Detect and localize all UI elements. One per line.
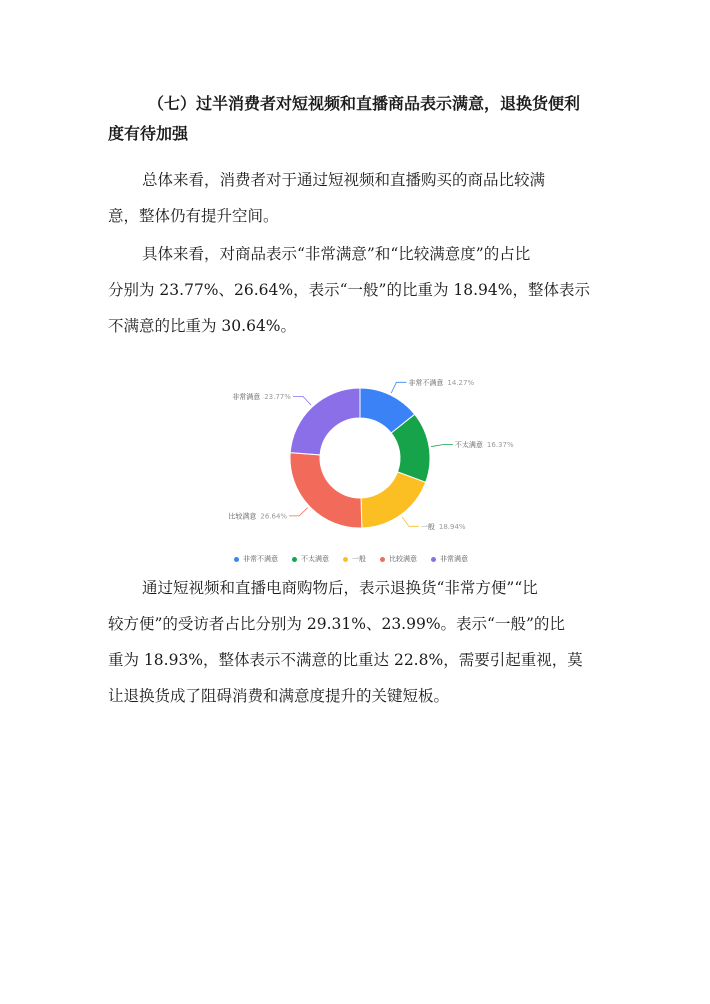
legend-item-0[interactable] bbox=[234, 552, 278, 566]
legend-dot-icon bbox=[234, 557, 239, 562]
paragraph-line: 具体来看，对商品表示“非常满意”和“比较满意度”的占比 bbox=[142, 245, 531, 263]
heading-line-1: （七）过半消费者对短视频和直播商品表示满意，退换货便利 bbox=[148, 94, 581, 113]
paragraph-overall bbox=[108, 162, 608, 234]
donut-slice-3 bbox=[290, 453, 362, 528]
chart-legend bbox=[234, 552, 504, 566]
leader-line-2 bbox=[402, 517, 419, 527]
slice-label-1: 不太满意 16.37% bbox=[454, 441, 514, 450]
legend-item-2[interactable] bbox=[343, 552, 366, 566]
paragraph-line: 意，整体仍有提升空间。 bbox=[108, 207, 279, 225]
legend-label: 不太满意 bbox=[301, 555, 329, 563]
leader-line-1 bbox=[431, 445, 453, 447]
paragraph-line: 分别为 23.77%、26.64%，表示“一般”的比重为 18.94%，整体表示 bbox=[108, 281, 591, 299]
paragraph-line: 通过短视频和直播电商购物后，表示退换货“非常方便”“比 bbox=[142, 579, 538, 597]
donut-slice-2 bbox=[361, 472, 426, 528]
legend-dot-icon bbox=[292, 557, 297, 562]
legend-label: 比较满意 bbox=[389, 555, 417, 563]
slice-label-4: 非常满意 23.77% bbox=[232, 392, 291, 401]
legend-label: 非常不满意 bbox=[243, 555, 278, 563]
paragraph-line: 总体来看，消费者对于通过短视频和直播购买的商品比较满 bbox=[142, 171, 546, 189]
leader-line-4 bbox=[293, 396, 311, 405]
paragraph-detail bbox=[108, 236, 608, 344]
paragraph-line: 较方便”的受访者占比分别为 29.31%、23.99%。表示“一般”的比 bbox=[108, 615, 565, 633]
satisfaction-donut-chart bbox=[200, 370, 520, 570]
donut-slice-4 bbox=[290, 388, 360, 455]
legend-dot-icon bbox=[343, 557, 348, 562]
paragraph-line: 让退换货成了阻碍消费和满意度提升的关键短板。 bbox=[108, 687, 450, 705]
legend-dot-icon bbox=[380, 557, 385, 562]
legend-label: 一般 bbox=[352, 555, 366, 563]
slice-label-0: 非常不满意 14.27% bbox=[408, 378, 475, 387]
legend-dot-icon bbox=[431, 557, 436, 562]
paragraph-line: 不满意的比重为 30.64%。 bbox=[108, 317, 297, 335]
paragraph-returns bbox=[108, 570, 608, 714]
legend-item-1[interactable] bbox=[292, 552, 329, 566]
paragraph-line: 重为 18.93%，整体表示不满意的比重达 22.8%，需要引起重视，莫 bbox=[108, 651, 583, 669]
legend-item-4[interactable] bbox=[431, 552, 468, 566]
donut-svg bbox=[200, 370, 520, 550]
leader-line-3 bbox=[289, 508, 308, 516]
slice-label-3: 比较满意 26.64% bbox=[228, 512, 288, 521]
legend-item-3[interactable] bbox=[380, 552, 417, 566]
heading-line-2: 度有待加强 bbox=[108, 124, 189, 143]
legend-label: 非常满意 bbox=[440, 555, 468, 563]
leader-line-0 bbox=[391, 382, 406, 393]
slice-label-2: 一般 18.94% bbox=[420, 522, 466, 531]
